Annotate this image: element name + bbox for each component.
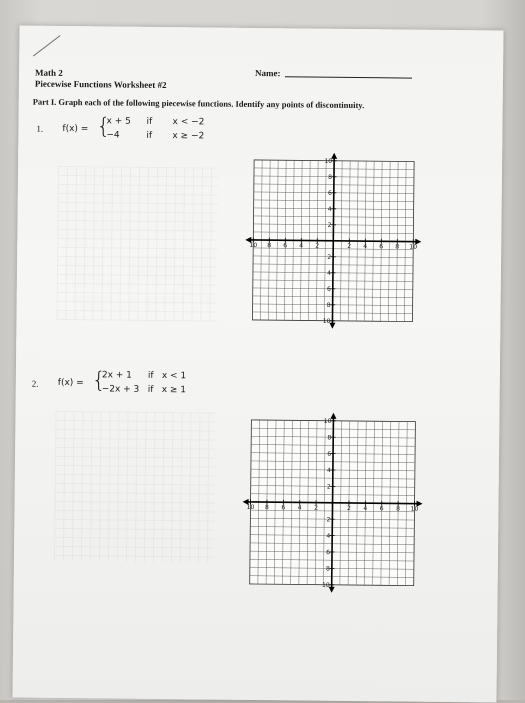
y-tick-label: 8	[328, 174, 332, 181]
x-tick-label: 4	[298, 504, 302, 511]
piece-expression: −2x + 3	[102, 384, 140, 394]
faint-show-through-grid	[54, 411, 216, 563]
problem-2-function	[58, 368, 228, 406]
x-tick-label: 8	[265, 504, 269, 511]
piece-condition: x ≥ −2	[172, 131, 204, 141]
worksheet-page	[12, 25, 503, 702]
x-tick-label: 6	[281, 504, 285, 511]
y-tick-label: 6	[328, 190, 332, 197]
y-tick-label: 6	[327, 286, 331, 293]
problem-1-number: 1.	[36, 124, 43, 134]
x-tick-label: 10	[247, 504, 255, 511]
pen-mark	[33, 35, 61, 56]
y-tick-label: 4	[327, 270, 331, 277]
y-tick-label: 4	[328, 206, 332, 213]
y-tick-label: 6	[326, 549, 330, 556]
piece-if: if	[146, 131, 152, 141]
y-tick-label: 8	[327, 302, 331, 309]
x-tick-label: 2	[347, 505, 351, 512]
x-tick-label: 4	[363, 505, 367, 512]
x-tick-label: 2	[347, 243, 351, 250]
x-tick-label: 6	[379, 243, 383, 250]
part1-instructions: Part I. Graph each of the following piecewise functions. Identify any points of discontinuity.	[33, 97, 365, 110]
piece-condition: x < 1	[162, 371, 186, 381]
worksheet-title: Piecewise Functions Worksheet #2	[35, 79, 167, 90]
y-tick-label: 2	[328, 222, 332, 229]
piece-expression: x + 5	[106, 116, 130, 126]
coordinate-grid-2[interactable]	[250, 420, 416, 586]
x-tick-label: 2	[314, 505, 318, 512]
piece-condition: x ≥ 1	[162, 385, 186, 395]
x-tick-label: 4	[363, 243, 367, 250]
x-tick-label: 10	[249, 242, 257, 249]
problem-1-function	[62, 114, 232, 152]
piece-if: if	[148, 385, 154, 395]
y-tick-label: 10	[322, 582, 330, 589]
piece-expression: −4	[106, 130, 119, 140]
y-tick-label: 4	[327, 467, 331, 474]
piece-expression: 2x + 1	[102, 370, 132, 380]
problem-2-fx: f(x) =	[58, 378, 84, 388]
y-tick-label: 8	[327, 434, 331, 441]
name-line[interactable]	[285, 76, 412, 78]
problem-2-number: 2.	[32, 379, 39, 389]
y-tick-label: 2	[327, 254, 331, 261]
x-tick-label: 6	[283, 242, 287, 249]
piece-condition: x < −2	[172, 117, 204, 127]
piece-if: if	[148, 371, 154, 381]
x-tick-label: 8	[267, 242, 271, 249]
x-tick-label: 4	[299, 242, 303, 249]
x-tick-label: 10	[409, 244, 417, 251]
y-tick-label: 8	[326, 566, 330, 573]
y-tick-label: 10	[324, 158, 332, 165]
y-tick-label: 6	[327, 451, 331, 458]
course-title: Math 2	[35, 68, 63, 78]
name-label: Name:	[255, 68, 281, 78]
y-tick-label: 4	[326, 533, 330, 540]
y-tick-label: 10	[324, 418, 332, 425]
y-tick-label: 2	[327, 484, 331, 491]
problem-1-fx: f(x) =	[62, 124, 88, 134]
coordinate-grid-1[interactable]	[252, 160, 414, 322]
x-tick-label: 8	[396, 505, 400, 512]
x-tick-label: 8	[395, 243, 399, 250]
faint-show-through-grid	[56, 166, 218, 323]
y-tick-label: 2	[327, 516, 331, 523]
x-tick-label: 10	[411, 506, 419, 513]
y-tick-label: 10	[323, 318, 331, 325]
x-tick-label: 6	[380, 505, 384, 512]
problem-2-brace: {	[92, 370, 106, 392]
problem-1-brace: {	[96, 116, 110, 138]
x-tick-label: 2	[315, 243, 319, 250]
piece-if: if	[146, 117, 152, 127]
